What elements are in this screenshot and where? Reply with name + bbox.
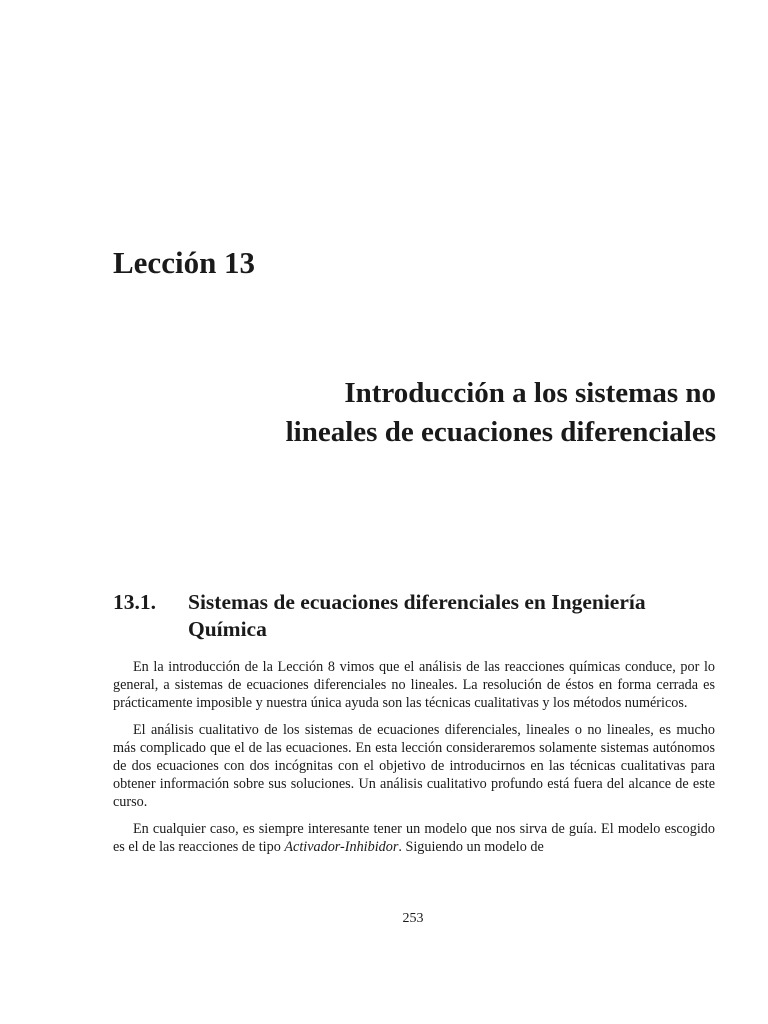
- body-text: [113, 659, 715, 867]
- paragraph-3-start: En cualquier caso, es siempre interesante tener un modelo que nos sirva de guía. El modelo escogido es el de las reacciones de tipo: [113, 821, 715, 856]
- section-number: 13.1.: [113, 590, 156, 614]
- paragraph-1: En la introducción de la Lección 8 vimos que el análisis de las reacciones químicas conduce, por lo general, a sistemas de ecuaciones diferenciales no lineales. La resolución de éstos en forma cerrada es prácticamente imposible y nuestra única ayuda son las técnicas cualitativas y los métodos numéricos.: [113, 659, 715, 711]
- chapter-label: Lección 13: [113, 245, 256, 280]
- paragraph-3-end: . Siguiendo un modelo de: [398, 839, 544, 856]
- chapter-title-line-2: lineales de ecuaciones diferenciales: [285, 416, 716, 448]
- paragraph-2: El análisis cualitativo de los sistemas de ecuaciones diferenciales, lineales o no lineales, es mucho más complicado que el de las ecuaciones. En esta lección consideraremos solamente sistemas autónomos de dos ecuaciones con dos incógnitas con el objetivo de introducirnos en las técnicas cualitativas para obtener información sobre sus soluciones. Un análisis cualitativo profundo está fuera del alcance de este curso.: [113, 722, 715, 810]
- paragraph-3: [113, 821, 715, 857]
- chapter-title: [156, 374, 716, 452]
- chapter-title-line-1: Introducción a los sistemas no: [344, 377, 716, 409]
- section-heading: [113, 589, 723, 643]
- page-number: 253: [402, 911, 424, 926]
- paragraph-3-emphasis: Activador-Inhibidor: [284, 839, 399, 856]
- section-title: Sistemas de ecuaciones diferenciales en Ingeniería Química: [188, 590, 646, 641]
